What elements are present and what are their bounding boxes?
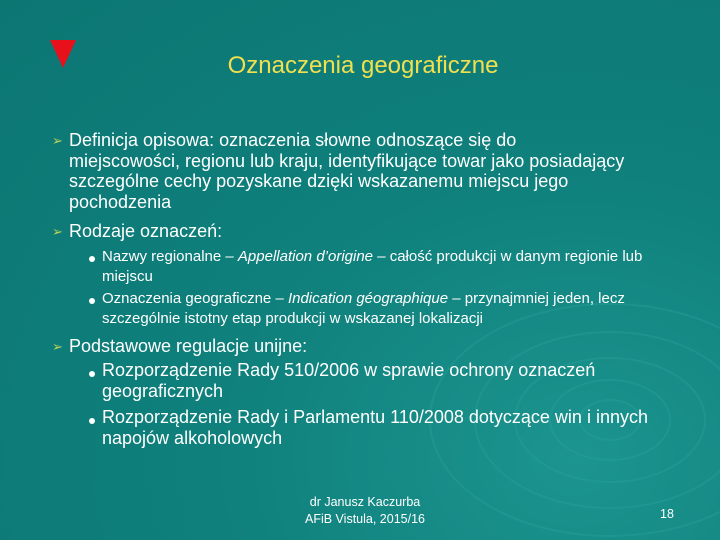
bullet-regulations: Podstawowe regulacje unijne: bbox=[69, 336, 308, 356]
bullet-definition: Definicja opisowa: oznaczenia słowne odnoszące się do miejscowości, regionu lub kraju, identyfikujące towar jako posiadający szczególne cechy pozyskane dzięki wskazanemu miejscu jego pochodzenia bbox=[69, 130, 625, 212]
sub-bullet-text: – przynajmniej jeden, lecz szczególnie istotny etap produkcji w wskazanej lokalizacji bbox=[102, 290, 625, 327]
sub-bullet-text: – całość produkcji w danym regionie lub miejscu bbox=[102, 248, 643, 285]
sub-bullet-italic: Indication géographique bbox=[287, 290, 449, 307]
footer-institution: AFiB Vistula, 2015/16 bbox=[305, 512, 425, 526]
circle-bullet-icon bbox=[89, 371, 95, 377]
sub-bullet-regulation-110: Rozporządzenie Rady i Parlamentu 110/2008 dotyczące win i innych napojów alkoholowych bbox=[102, 407, 648, 448]
footer-author: dr Janusz Kaczurba bbox=[309, 495, 421, 509]
sub-bullet-text: Nazwy regionalne – bbox=[102, 248, 238, 265]
sub-bullet-indication bbox=[102, 289, 662, 328]
bullet-types: Rodzaje oznaczeń: bbox=[69, 221, 223, 241]
circle-bullet-icon bbox=[89, 298, 95, 304]
sub-bullet-text: Oznaczenia geograficzne – bbox=[102, 290, 288, 307]
slide-title: Oznaczenia geograficzne bbox=[227, 52, 499, 79]
arrow-bullet-icon: ➢ bbox=[52, 133, 63, 148]
circle-bullet-icon bbox=[89, 256, 95, 262]
arrow-bullet-icon: ➢ bbox=[52, 224, 63, 239]
page-number: 18 bbox=[660, 507, 674, 521]
sub-bullet-italic: Appellation d’origine bbox=[237, 248, 374, 265]
sub-bullet-regulation-510: Rozporządzenie Rady 510/2006 w sprawie ochrony oznaczeń geograficznych bbox=[102, 360, 596, 401]
sub-bullet-appellation bbox=[102, 247, 662, 286]
circle-bullet-icon bbox=[89, 418, 95, 424]
arrow-bullet-icon: ➢ bbox=[52, 339, 63, 354]
slide-footer bbox=[270, 494, 460, 528]
